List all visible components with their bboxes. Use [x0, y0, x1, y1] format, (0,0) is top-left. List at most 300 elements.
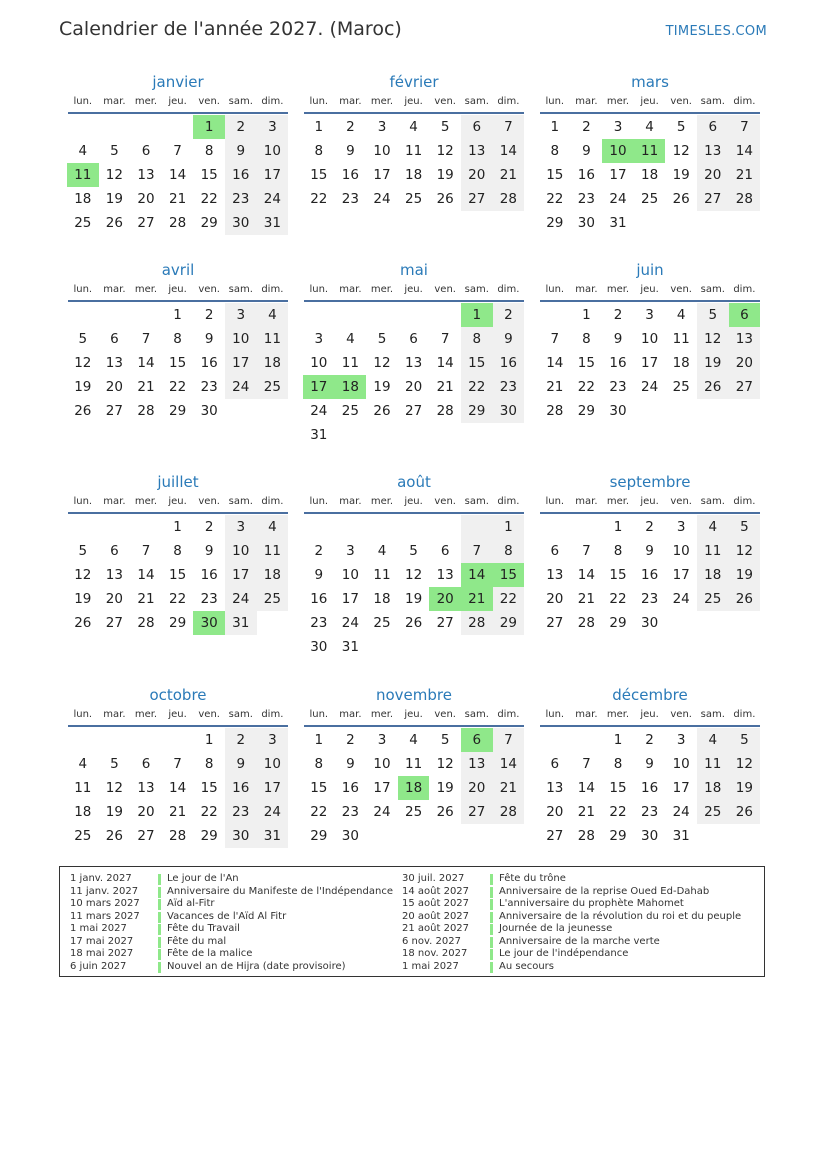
day-cell: 20 — [105, 379, 123, 395]
legend-marker — [490, 874, 493, 885]
legend-row — [402, 898, 741, 911]
legend-date: 18 mai 2027 — [70, 948, 134, 959]
day-cell: 5 — [440, 119, 450, 135]
day-cell: 2 — [225, 728, 257, 752]
day-cell: 8 — [173, 543, 182, 559]
month-name: novembre — [376, 686, 452, 704]
day-cell: 22 — [546, 191, 564, 207]
weekday-label: ven. — [670, 496, 692, 507]
day-cell: 28 — [493, 800, 525, 824]
day-cell: 29 — [461, 399, 493, 423]
day-cell: 13 — [404, 355, 423, 371]
day-cell: 4 — [409, 732, 418, 748]
day-cell: 20 — [729, 351, 761, 375]
weekday-label: dim. — [497, 496, 520, 507]
day-cell: 6 — [141, 143, 151, 159]
day-cell: 3 — [613, 119, 623, 135]
legend-holiday-name: Fête du trône — [499, 873, 566, 884]
day-cell: 6 — [550, 756, 560, 772]
weekday-label: sam. — [464, 709, 489, 720]
day-cell: 27 — [404, 403, 423, 419]
weekday-label: jeu. — [640, 709, 659, 720]
day-cell: 7 — [729, 115, 761, 139]
weekday-label: ven. — [434, 96, 456, 107]
day-cell: 1 — [173, 519, 182, 535]
holiday-day-cell: 11 — [634, 139, 666, 163]
day-cell: 11 — [404, 143, 423, 159]
day-cell: 26 — [697, 375, 729, 399]
weekday-header — [303, 707, 525, 725]
page-title: Calendrier de l'année 2027. (Maroc) — [59, 18, 402, 40]
legend-holiday-name: Anniversaire de la reprise Oued Ed-Dahab — [499, 885, 710, 897]
header-rule — [68, 512, 288, 514]
day-cell: 3 — [257, 115, 289, 139]
month-0 — [67, 72, 289, 235]
day-cell: 29 — [168, 403, 187, 419]
weekday-label: jeu. — [168, 709, 187, 720]
month-name: octobre — [149, 686, 207, 704]
day-grid — [539, 115, 761, 235]
legend-date: 1 janv. 2027 — [70, 873, 132, 884]
weekday-header — [67, 94, 289, 112]
day-cell: 12 — [436, 143, 454, 159]
holiday-day-cell: 6 — [461, 728, 493, 752]
day-cell: 17 — [640, 355, 659, 371]
day-cell: 14 — [729, 139, 761, 163]
day-cell: 16 — [609, 355, 627, 371]
weekday-header — [539, 707, 761, 725]
day-cell: 21 — [729, 163, 761, 187]
day-cell: 25 — [697, 587, 729, 611]
weekday-label: mar. — [339, 96, 362, 107]
day-grid — [303, 728, 525, 848]
day-cell: 2 — [645, 732, 654, 748]
month-11 — [539, 685, 761, 848]
day-cell: 28 — [577, 615, 595, 631]
legend-marker — [490, 912, 493, 923]
month-2 — [539, 72, 761, 235]
day-cell: 16 — [640, 567, 659, 583]
day-cell: 6 — [110, 331, 119, 347]
day-cell: 22 — [168, 591, 187, 607]
day-cell: 14 — [168, 780, 187, 796]
day-cell: 24 — [257, 187, 289, 211]
month-5 — [539, 260, 761, 423]
legend-date: 1 mai 2027 — [402, 960, 459, 972]
weekday-header — [67, 282, 289, 300]
empty-cell — [99, 728, 131, 752]
legend-holiday-name: Anniversaire de la marche verte — [499, 935, 660, 947]
legend-date: 14 août 2027 — [402, 885, 470, 897]
day-cell: 20 — [546, 591, 564, 607]
day-cell: 15 — [546, 167, 564, 183]
weekday-label: sam. — [464, 496, 489, 507]
day-cell: 18 — [373, 591, 391, 607]
holiday-day-cell: 1 — [193, 115, 225, 139]
weekday-label: dim. — [733, 96, 756, 107]
legend-holiday-name: Le jour de l'An — [167, 873, 239, 884]
day-cell: 5 — [409, 543, 418, 559]
day-cell: 27 — [137, 828, 155, 844]
day-grid — [67, 303, 289, 423]
day-cell: 23 — [609, 379, 627, 395]
day-cell: 3 — [225, 515, 257, 539]
day-cell: 20 — [105, 591, 123, 607]
weekday-header — [303, 494, 525, 512]
day-cell: 25 — [257, 375, 289, 399]
day-cell: 2 — [204, 307, 214, 323]
day-cell: 12 — [697, 327, 729, 351]
day-cell: 3 — [377, 732, 387, 748]
day-cell: 6 — [141, 756, 151, 772]
day-cell: 24 — [310, 403, 328, 419]
day-cell: 12 — [404, 567, 423, 583]
day-cell: 22 — [609, 591, 627, 607]
day-cell: 13 — [105, 355, 123, 371]
day-cell: 10 — [257, 139, 289, 163]
day-cell: 19 — [373, 379, 391, 395]
weekday-label: dim. — [733, 709, 756, 720]
day-cell: 20 — [461, 776, 493, 800]
day-cell: 27 — [461, 800, 493, 824]
weekday-label: lun. — [545, 284, 565, 295]
day-cell: 16 — [493, 351, 525, 375]
day-cell: 8 — [204, 756, 214, 772]
day-cell: 17 — [257, 163, 289, 187]
header-rule — [68, 112, 288, 114]
day-cell: 4 — [78, 143, 88, 159]
empty-cell — [67, 115, 99, 139]
day-cell: 8 — [314, 756, 324, 772]
day-cell: 10 — [225, 539, 257, 563]
day-cell: 26 — [74, 615, 92, 631]
day-cell: 2 — [204, 519, 214, 535]
weekday-label: dim. — [261, 96, 284, 107]
day-cell: 7 — [582, 543, 591, 559]
day-cell: 29 — [168, 615, 187, 631]
day-cell: 27 — [436, 615, 454, 631]
day-cell: 25 — [74, 828, 92, 844]
day-cell: 28 — [168, 828, 187, 844]
weekday-header — [67, 494, 289, 512]
header-rule — [304, 725, 524, 727]
day-cell: 3 — [676, 519, 686, 535]
day-cell: 31 — [225, 611, 257, 635]
day-cell: 27 — [137, 215, 155, 231]
day-cell: 15 — [168, 567, 187, 583]
day-cell: 17 — [672, 567, 690, 583]
day-cell: 20 — [546, 804, 564, 820]
day-cell: 29 — [310, 828, 328, 844]
day-cell: 28 — [461, 611, 493, 635]
weekday-label: lun. — [309, 496, 329, 507]
weekday-label: ven. — [198, 709, 220, 720]
empty-cell — [366, 303, 398, 327]
day-cell: 23 — [493, 375, 525, 399]
day-cell: 3 — [377, 119, 387, 135]
day-cell: 15 — [461, 351, 493, 375]
day-cell: 7 — [493, 115, 525, 139]
day-cell: 27 — [105, 615, 123, 631]
day-cell: 24 — [672, 804, 690, 820]
day-cell: 19 — [105, 191, 123, 207]
day-cell: 1 — [493, 515, 525, 539]
day-cell: 1 — [314, 732, 324, 748]
day-cell: 28 — [436, 403, 454, 419]
legend-date: 6 juin 2027 — [70, 960, 127, 972]
day-cell: 28 — [137, 615, 155, 631]
day-cell: 4 — [697, 728, 729, 752]
day-cell: 25 — [74, 215, 92, 231]
day-cell: 10 — [225, 327, 257, 351]
header-rule — [540, 512, 760, 514]
legend-marker — [490, 937, 493, 948]
weekday-label: dim. — [261, 284, 284, 295]
day-cell: 25 — [640, 191, 659, 207]
day-cell: 31 — [257, 211, 289, 235]
header-rule — [540, 725, 760, 727]
weekday-label: mer. — [606, 709, 630, 720]
day-cell: 12 — [105, 780, 123, 796]
site-link[interactable]: TIMESLES.COM — [665, 24, 767, 39]
weekday-label: ven. — [198, 284, 220, 295]
empty-cell — [303, 303, 335, 327]
day-cell: 15 — [200, 780, 218, 796]
day-cell: 28 — [577, 828, 595, 844]
day-cell: 22 — [310, 804, 328, 820]
legend-date: 11 mars 2027 — [70, 910, 140, 922]
day-cell: 4 — [697, 515, 729, 539]
day-cell: 6 — [461, 115, 493, 139]
weekday-label: sam. — [464, 96, 489, 107]
weekday-label: mar. — [339, 496, 362, 507]
day-cell: 7 — [173, 143, 182, 159]
weekday-label: mer. — [134, 284, 158, 295]
legend-holiday-name: Au secours — [499, 960, 554, 972]
weekday-label: dim. — [733, 496, 756, 507]
header-rule — [540, 112, 760, 114]
day-cell: 12 — [729, 752, 761, 776]
day-cell: 6 — [110, 543, 119, 559]
day-cell: 9 — [346, 756, 355, 772]
holiday-day-cell: 10 — [602, 139, 634, 163]
day-cell: 2 — [225, 115, 257, 139]
weekday-label: mer. — [370, 709, 394, 720]
day-cell: 4 — [676, 307, 686, 323]
legend-date: 11 janv. 2027 — [70, 885, 139, 897]
day-cell: 25 — [404, 804, 423, 820]
day-cell: 10 — [310, 355, 328, 371]
day-cell: 23 — [577, 191, 595, 207]
day-cell: 16 — [577, 167, 595, 183]
day-cell: 11 — [672, 331, 690, 347]
header-rule — [304, 112, 524, 114]
day-cell: 20 — [404, 379, 423, 395]
empty-cell — [99, 515, 131, 539]
day-cell: 19 — [436, 780, 454, 796]
legend-row — [402, 873, 741, 886]
header-rule — [68, 725, 288, 727]
empty-cell — [162, 728, 194, 752]
day-cell: 28 — [137, 403, 155, 419]
day-cell: 25 — [373, 615, 391, 631]
day-cell: 31 — [310, 427, 328, 443]
day-cell: 15 — [609, 567, 627, 583]
day-cell: 11 — [697, 539, 729, 563]
day-cell: 8 — [550, 143, 560, 159]
day-cell: 7 — [461, 539, 493, 563]
day-cell: 24 — [257, 800, 289, 824]
day-cell: 21 — [137, 591, 155, 607]
day-cell: 30 — [200, 403, 218, 419]
holiday-day-cell: 20 — [429, 587, 461, 611]
day-cell: 29 — [609, 828, 627, 844]
day-cell: 7 — [173, 756, 182, 772]
weekday-label: jeu. — [640, 96, 659, 107]
header-rule — [304, 300, 524, 302]
header-rule — [304, 512, 524, 514]
day-cell: 8 — [613, 543, 623, 559]
weekday-label: dim. — [261, 709, 284, 720]
weekday-label: ven. — [198, 496, 220, 507]
day-cell: 25 — [341, 403, 359, 419]
day-cell: 29 — [546, 215, 564, 231]
day-cell: 17 — [373, 167, 391, 183]
weekday-label: mar. — [103, 284, 126, 295]
day-cell: 6 — [697, 115, 729, 139]
month-4 — [303, 260, 525, 447]
day-cell: 8 — [582, 331, 591, 347]
day-cell: 9 — [645, 756, 654, 772]
legend-marker — [158, 874, 161, 885]
day-cell: 29 — [493, 611, 525, 635]
day-cell: 2 — [346, 732, 355, 748]
holiday-day-cell: 17 — [303, 375, 335, 399]
day-cell: 2 — [645, 519, 654, 535]
day-cell: 23 — [225, 800, 257, 824]
day-grid — [67, 515, 289, 635]
day-cell: 24 — [225, 375, 257, 399]
holiday-day-cell: 11 — [67, 163, 99, 187]
day-cell: 15 — [168, 355, 187, 371]
day-cell: 8 — [613, 756, 623, 772]
day-cell: 4 — [409, 119, 418, 135]
day-cell: 4 — [257, 303, 289, 327]
day-cell: 16 — [341, 167, 359, 183]
month-10 — [303, 685, 525, 848]
day-cell: 5 — [78, 331, 88, 347]
day-cell: 10 — [373, 756, 391, 772]
weekday-label: ven. — [198, 96, 220, 107]
day-cell: 18 — [672, 355, 690, 371]
day-cell: 15 — [609, 780, 627, 796]
weekday-header — [67, 707, 289, 725]
legend-holiday-name: Anniversaire du Manifeste de l'Indépendance — [167, 885, 393, 897]
empty-cell — [398, 303, 430, 327]
day-cell: 12 — [436, 756, 454, 772]
day-cell: 19 — [74, 379, 92, 395]
day-cell: 17 — [341, 591, 359, 607]
weekday-label: mar. — [339, 284, 362, 295]
day-grid — [303, 515, 525, 659]
weekday-label: mer. — [370, 496, 394, 507]
day-cell: 14 — [493, 139, 525, 163]
day-cell: 2 — [346, 119, 355, 135]
legend-row — [402, 961, 741, 974]
legend-holiday-name: Aïd al-Fitr — [167, 898, 215, 909]
legend-row — [70, 961, 393, 974]
day-cell: 23 — [200, 591, 218, 607]
day-cell: 11 — [341, 355, 359, 371]
weekday-label: jeu. — [640, 496, 659, 507]
weekday-label: lun. — [73, 284, 93, 295]
day-cell: 18 — [404, 167, 423, 183]
legend-row — [402, 886, 741, 899]
day-cell: 4 — [346, 331, 355, 347]
day-cell: 19 — [729, 563, 761, 587]
day-cell: 5 — [110, 756, 119, 772]
weekday-label: mer. — [134, 496, 158, 507]
day-cell: 10 — [341, 567, 359, 583]
day-cell: 23 — [310, 615, 328, 631]
day-cell: 5 — [78, 543, 88, 559]
legend-row — [402, 923, 741, 936]
day-cell: 8 — [493, 539, 525, 563]
day-cell: 5 — [697, 303, 729, 327]
empty-cell — [67, 303, 99, 327]
day-cell: 4 — [377, 543, 387, 559]
weekday-label: lun. — [309, 96, 329, 107]
day-cell: 3 — [257, 728, 289, 752]
day-cell: 19 — [105, 804, 123, 820]
day-cell: 19 — [404, 591, 423, 607]
legend-row — [70, 873, 393, 886]
day-cell: 9 — [346, 143, 355, 159]
month-7 — [303, 472, 525, 659]
day-cell: 13 — [137, 167, 155, 183]
weekday-label: mar. — [103, 709, 126, 720]
legend-marker — [158, 924, 161, 935]
day-cell: 21 — [168, 191, 187, 207]
day-cell: 9 — [204, 543, 214, 559]
day-cell: 31 — [672, 828, 690, 844]
empty-cell — [130, 728, 162, 752]
day-cell: 13 — [729, 327, 761, 351]
day-cell: 24 — [225, 587, 257, 611]
legend-row — [70, 886, 393, 899]
day-cell: 3 — [314, 331, 324, 347]
weekday-label: mar. — [575, 96, 598, 107]
weekday-label: sam. — [228, 96, 253, 107]
day-cell: 29 — [577, 403, 595, 419]
weekday-label: mar. — [103, 496, 126, 507]
legend-marker — [158, 962, 161, 973]
day-cell: 6 — [550, 543, 560, 559]
day-cell: 28 — [168, 215, 187, 231]
day-cell: 5 — [377, 331, 387, 347]
day-cell: 9 — [493, 327, 525, 351]
day-cell: 13 — [461, 139, 493, 163]
month-name: mai — [400, 261, 428, 279]
day-cell: 16 — [341, 780, 359, 796]
day-cell: 21 — [577, 591, 595, 607]
holiday-day-cell: 14 — [461, 563, 493, 587]
day-cell: 27 — [546, 615, 564, 631]
holiday-day-cell: 18 — [335, 375, 367, 399]
weekday-label: ven. — [434, 284, 456, 295]
day-cell: 26 — [74, 403, 92, 419]
day-cell: 30 — [640, 828, 659, 844]
